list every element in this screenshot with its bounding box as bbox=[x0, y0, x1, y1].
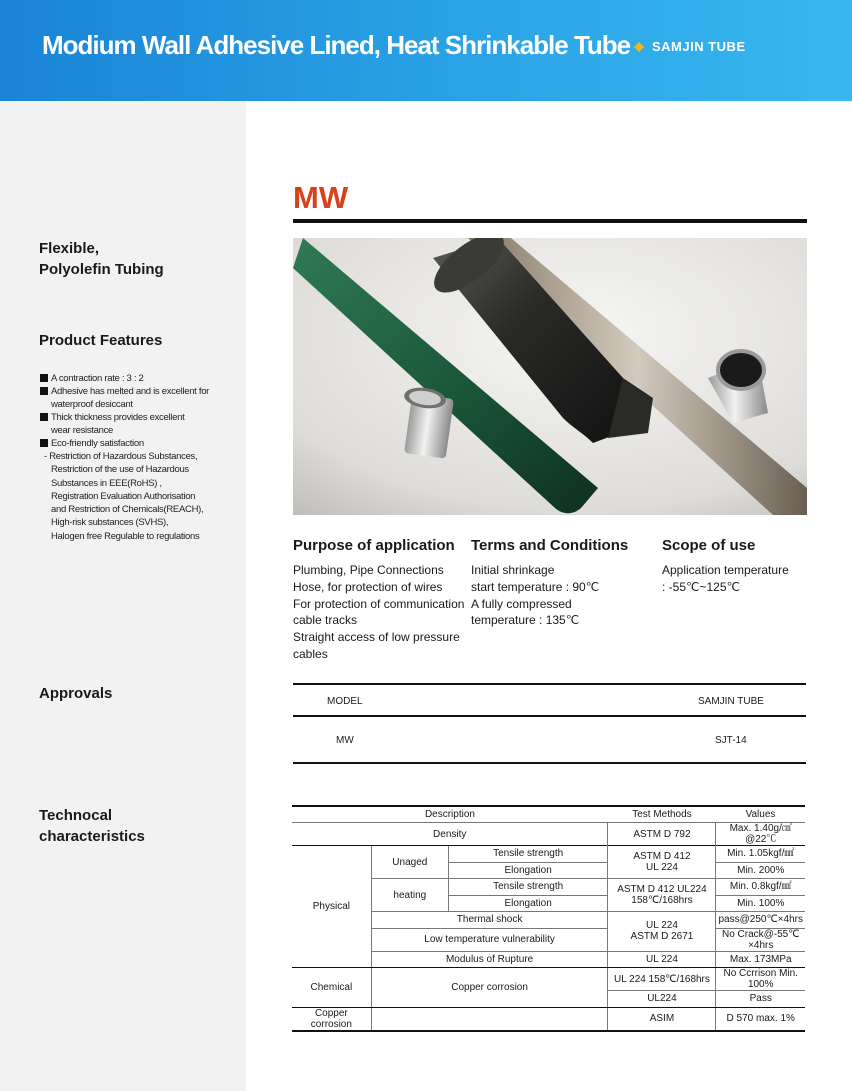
thermal-method bbox=[608, 912, 716, 952]
thermal-method-line: ASTM D 2671 bbox=[630, 931, 694, 943]
unaged-method-line: ASTM D 412 bbox=[633, 851, 691, 862]
approvals-header-row bbox=[293, 685, 806, 715]
header-description: Description bbox=[292, 806, 608, 823]
page-header bbox=[0, 0, 852, 101]
unaged-method bbox=[608, 846, 716, 879]
brand-mark-icon bbox=[634, 42, 644, 52]
heating-elongation-label: Elongation bbox=[448, 895, 608, 912]
chemical-value-2: Pass bbox=[716, 991, 805, 1008]
approvals-header-model: MODEL bbox=[327, 696, 363, 707]
scope-line: : -55℃~125℃ bbox=[662, 579, 740, 594]
thermal-shock-value: pass@250℃×4hrs bbox=[716, 912, 805, 929]
tagline-line-2: Polyolefin Tubing bbox=[39, 261, 164, 278]
brand-name: SAMJIN TUBE bbox=[652, 39, 746, 54]
heating-tensile-value: Min. 0.8kgf/㎟ bbox=[716, 879, 805, 896]
bullet-icon bbox=[40, 374, 48, 382]
purpose-line: Hose, for protection of wires bbox=[293, 579, 443, 594]
heating-tensile-label: Tensile strength bbox=[448, 879, 608, 896]
feature-text-cont: wear resistance bbox=[51, 425, 114, 436]
last-row-label: Copper corrosion bbox=[292, 1007, 371, 1031]
heating-label: heating bbox=[371, 879, 448, 912]
table-row bbox=[292, 806, 805, 823]
page-title: Modium Wall Adhesive Lined, Heat Shrinkable Tube bbox=[42, 30, 631, 60]
approvals-table bbox=[293, 683, 806, 764]
tech-heading bbox=[39, 805, 145, 847]
chemical-method: UL 224 158℃/168hrs bbox=[608, 968, 716, 991]
approvals-heading: Approvals bbox=[39, 685, 113, 702]
feature-item bbox=[40, 411, 235, 437]
table-row bbox=[292, 846, 805, 863]
unaged-tensile-label: Tensile strength bbox=[448, 846, 608, 863]
approvals-brand-value: SJT-14 bbox=[715, 735, 747, 746]
table-rule bbox=[293, 762, 806, 764]
tagline-line-1: Flexible, bbox=[39, 240, 100, 257]
terms-line: Initial shrinkage bbox=[471, 563, 555, 577]
last-row-value: D 570 max. 1% bbox=[716, 1007, 805, 1031]
tech-table bbox=[292, 805, 805, 1032]
chemical-label: Chemical bbox=[292, 968, 371, 1008]
product-photo bbox=[293, 238, 807, 515]
purpose-line: cables bbox=[293, 646, 328, 661]
heating-elongation-value: Min. 100% bbox=[716, 895, 805, 912]
tagline bbox=[39, 238, 164, 280]
purpose-line: cable tracks bbox=[293, 613, 358, 628]
table-row bbox=[292, 968, 805, 991]
unaged-label: Unaged bbox=[371, 846, 448, 879]
eco-details bbox=[40, 450, 235, 543]
tech-heading-line-2: characteristics bbox=[39, 828, 145, 845]
thermal-method-line: UL 224 bbox=[646, 920, 678, 932]
bullet-icon bbox=[40, 387, 48, 395]
approvals-data-row bbox=[293, 717, 806, 762]
terms-line: start temperature : 90℃ bbox=[471, 579, 600, 594]
eco-detail-line: Halogen free Regulable to regulations bbox=[51, 530, 200, 542]
eco-detail-line: - Restriction of Hazardous Substances, bbox=[44, 451, 198, 462]
purpose-line: For protection of communication bbox=[293, 596, 465, 611]
heating-method bbox=[608, 879, 716, 912]
header-values: Values bbox=[716, 806, 805, 823]
approvals-header-brand: SAMJIN TUBE bbox=[698, 696, 764, 707]
modulus-value: Max. 173MPa bbox=[716, 951, 805, 968]
density-label: Density bbox=[292, 823, 608, 846]
tech-heading-line-1: Technocal bbox=[39, 807, 113, 824]
modulus-method: UL 224 bbox=[608, 951, 716, 968]
low-temp-label: Low temperature vulnerability bbox=[371, 928, 608, 951]
table-row bbox=[292, 1007, 805, 1031]
feature-item bbox=[40, 437, 235, 450]
feature-text: Adhesive has melted and is excellent for bbox=[51, 386, 210, 397]
feature-text: A contraction rate : 3 : 2 bbox=[51, 373, 144, 384]
product-code: MW bbox=[293, 180, 349, 215]
eco-detail-line: Registration Evaluation Authorisation bbox=[51, 490, 196, 502]
eco-detail-line: and Restriction of Chemicals(REACH), bbox=[51, 504, 204, 516]
unaged-elongation-label: Elongation bbox=[448, 862, 608, 879]
eco-detail-line: Substances in EEE(RoHS) , bbox=[51, 477, 162, 489]
bullet-icon bbox=[40, 439, 48, 447]
eco-detail-line: High-risk substances (SVHS), bbox=[51, 517, 169, 529]
feature-list bbox=[40, 372, 235, 543]
brand-logo bbox=[634, 39, 746, 54]
modulus-label: Modulus of Rupture bbox=[371, 951, 608, 968]
purpose-section bbox=[293, 537, 464, 663]
feature-item bbox=[40, 385, 235, 411]
terms-line: temperature : 135℃ bbox=[471, 613, 580, 628]
purpose-line: Straight access of low pressure bbox=[293, 630, 460, 645]
feature-text: Eco-friendly satisfaction bbox=[51, 438, 144, 449]
heat-shrink-tubes-photo-icon bbox=[293, 238, 807, 515]
last-row-empty bbox=[371, 1007, 608, 1031]
feature-text-cont: waterproof desiccant bbox=[51, 399, 133, 410]
feature-item bbox=[40, 372, 235, 385]
chemical-method-2: UL224 bbox=[608, 991, 716, 1008]
density-value: Max. 1.40g/㎤@22℃ bbox=[716, 823, 805, 846]
terms-heading: Terms and Conditions bbox=[471, 537, 629, 554]
last-row-method: ASIM bbox=[608, 1007, 716, 1031]
heating-method-line: 158℃/168hrs bbox=[631, 895, 693, 906]
heating-method-line: ASTM D 412 UL224 bbox=[617, 884, 707, 895]
physical-label: Physical bbox=[292, 846, 371, 968]
copper-corrosion-label: Copper corrosion bbox=[371, 968, 608, 1008]
terms-line: A fully compressed bbox=[471, 596, 572, 611]
eco-detail-line: Restriction of the use of Hazardous bbox=[51, 464, 189, 476]
scope-line: Application temperature bbox=[662, 563, 789, 577]
bullet-icon bbox=[40, 413, 48, 421]
unaged-elongation-value: Min. 200% bbox=[716, 862, 805, 879]
density-method: ASTM D 792 bbox=[608, 823, 716, 846]
terms-section bbox=[471, 537, 628, 629]
chemical-value: No Ccrrison Min. 100% bbox=[716, 968, 805, 991]
title-divider bbox=[293, 219, 807, 223]
scope-section bbox=[662, 537, 789, 596]
purpose-heading: Purpose of application bbox=[293, 537, 455, 554]
thermal-shock-label: Thermal shock bbox=[371, 912, 608, 929]
scope-heading: Scope of use bbox=[662, 537, 756, 554]
unaged-method-line: UL 224 bbox=[646, 862, 678, 873]
purpose-line: Plumbing, Pipe Connections bbox=[293, 563, 444, 577]
features-heading: Product Features bbox=[39, 332, 163, 349]
approvals-model-value: MW bbox=[336, 735, 354, 746]
header-method: Test Methods bbox=[608, 806, 716, 823]
unaged-tensile-value: Min. 1.05kgf/㎟ bbox=[716, 846, 805, 863]
low-temp-value: No Crack@-55℃ ×4hrs bbox=[716, 928, 805, 951]
feature-text: Thick thickness provides excellent bbox=[51, 412, 185, 423]
table-row bbox=[292, 823, 805, 846]
